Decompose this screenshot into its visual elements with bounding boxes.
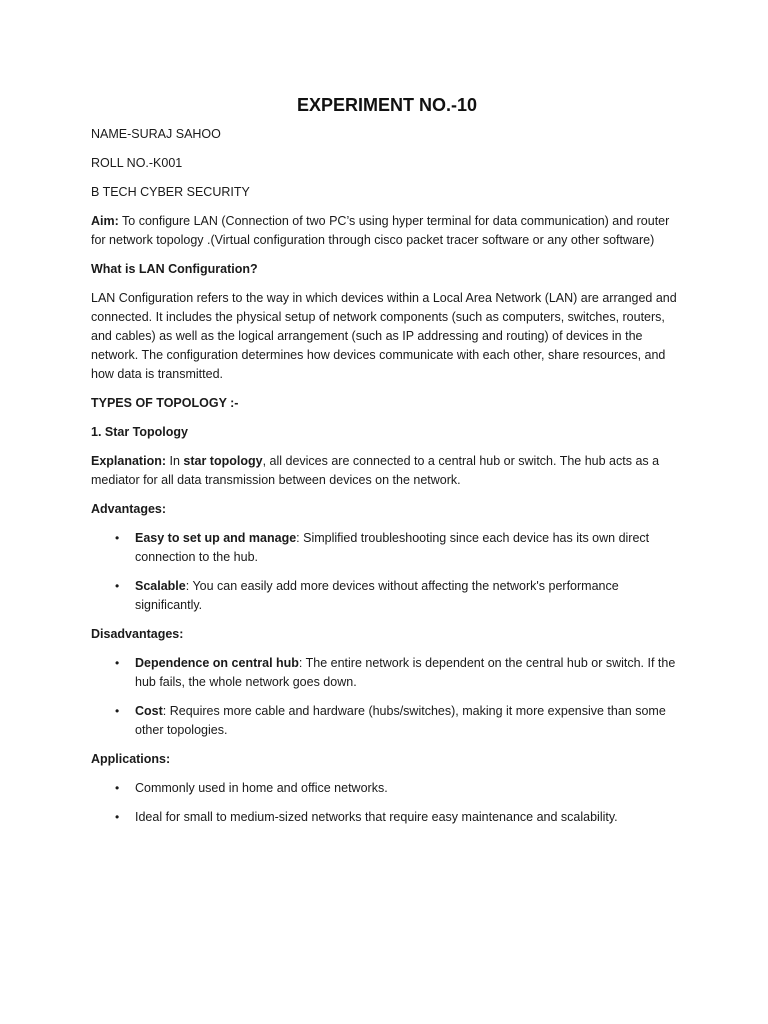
roll-number: ROLL NO.-K001 [91, 156, 183, 170]
list-item-text: : Requires more cable and hardware (hubs/switches), making it more expensive than some other topologies. [135, 704, 666, 737]
aim-label: Aim: [91, 214, 119, 228]
aim-paragraph [91, 212, 683, 250]
types-heading: TYPES OF TOPOLOGY :- [91, 396, 239, 410]
explanation-pre: In [166, 454, 184, 468]
student-name: NAME-SURAJ SAHOO [91, 127, 221, 141]
bullet-icon: • [115, 810, 120, 824]
list-item-text: : The entire network is dependent on the central hub or switch. If the hub fails, the whole network goes down. [135, 656, 676, 689]
bullet-icon: • [115, 579, 120, 593]
list-item-bold: Cost [135, 704, 163, 718]
lan-question-heading: What is LAN Configuration? [91, 262, 258, 276]
explanation-label: Explanation: [91, 454, 167, 468]
applications-list [91, 779, 683, 827]
advantages-heading: Advantages: [91, 502, 167, 516]
list-item-text: : Simplified troubleshooting since each device has its own direct connection to the hub. [135, 531, 650, 564]
bullet-icon: • [115, 704, 120, 718]
disadvantages-list [91, 654, 683, 740]
list-item-bold: Dependence on central hub [135, 656, 299, 670]
list-item [91, 808, 683, 827]
list-item [91, 577, 683, 615]
disadvantages-heading: Disadvantages: [91, 627, 184, 641]
explanation-bold: star topology [183, 454, 263, 468]
list-item [91, 654, 683, 692]
star-topology-heading: 1. Star Topology [91, 425, 188, 439]
page-title: EXPERIMENT NO.-10 [296, 95, 478, 115]
list-item [91, 779, 683, 798]
explanation-post: , all devices are connected to a central hub or switch. The hub acts as a mediator for all data transmission between devices on the network. [91, 454, 660, 487]
bullet-icon: • [115, 781, 120, 795]
bullet-icon: • [115, 531, 120, 545]
list-item-bold: Easy to set up and manage [135, 531, 297, 545]
aim-text: To configure LAN (Connection of two PC’s using hyper terminal for data communication) and router for network topology .(Virtual configuration through cisco packet tracer software or any other software) [91, 214, 670, 247]
list-item [91, 529, 683, 567]
advantages-list [91, 529, 683, 615]
bullet-icon: • [115, 656, 120, 670]
document-body [91, 92, 683, 837]
list-item-text: : You can easily add more devices without affecting the network's performance significantly. [135, 579, 619, 612]
course-name: B TECH CYBER SECURITY [91, 185, 250, 199]
explanation-paragraph [91, 452, 683, 490]
list-item [91, 702, 683, 740]
list-item-text: Commonly used in home and office networks. [135, 781, 388, 795]
list-item-text: Ideal for small to medium-sized networks that require easy maintenance and scalability. [135, 810, 618, 824]
lan-paragraph: LAN Configuration refers to the way in which devices within a Local Area Network (LAN) are arranged and connected. It includes the physical setup of network components (such as computers, switches, routers, and cables) as well as the logical arrangement (such as IP addressing and routing) of devices in the network. The configuration determines how devices communicate with each other, share resources, and how data is transmitted. [91, 291, 677, 381]
applications-heading: Applications: [91, 752, 171, 766]
list-item-bold: Scalable [135, 579, 186, 593]
